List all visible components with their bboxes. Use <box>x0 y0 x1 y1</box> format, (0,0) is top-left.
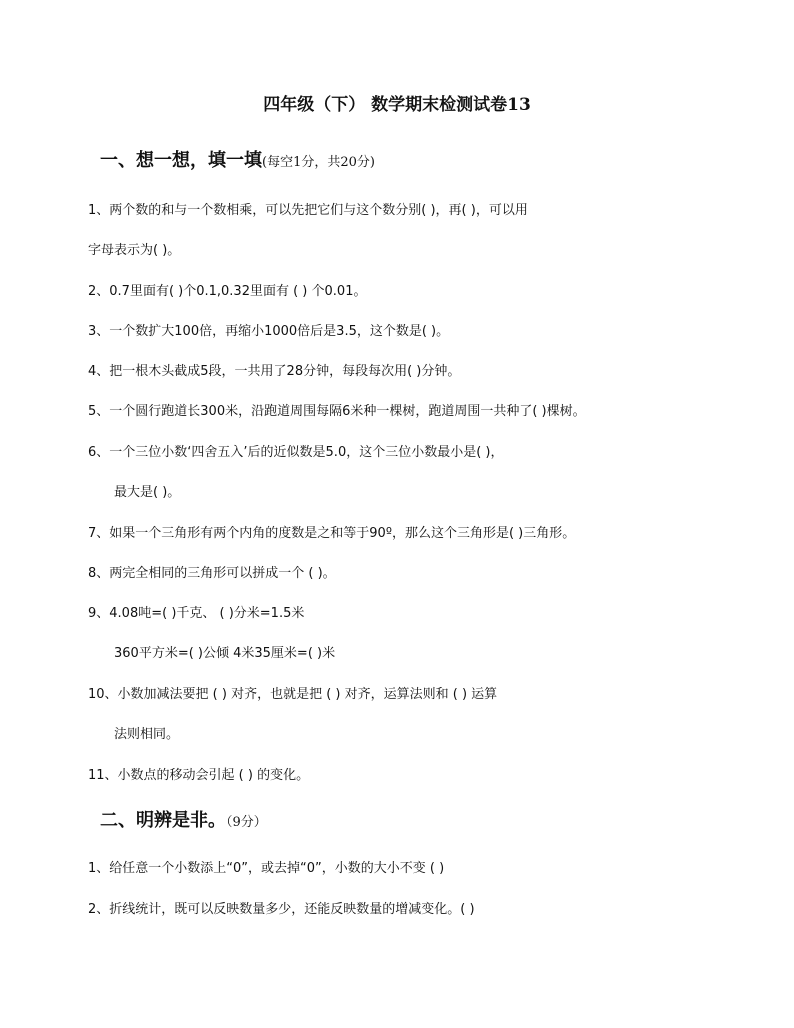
question-8: 8、两完全相同的三角形可以拼成一个 ( )。 <box>88 566 336 581</box>
question-3: 3、一个数扩大100倍，再缩小1000倍后是3.5，这个数是( )。 <box>88 324 450 339</box>
section-1-note: (每空1分，共20分) <box>262 155 375 170</box>
question-4: 4、把一根木头截成5段，一共用了28分钟，每段每次用( )分钟。 <box>88 364 461 379</box>
section-2-note: （9分） <box>226 815 267 830</box>
question-1: 1、两个数的和与一个数相乘，可以先把它们与这个数分别( )，再( )，可以用 <box>88 203 528 218</box>
section-1-title: 一、想一想，填一填 <box>100 150 262 171</box>
question-9-cont: 360平方米=( )公倾 4米35厘米=( )米 <box>114 646 336 661</box>
judgment-1: 1、给任意一个小数添上“0”，或去掉“0”，小数的大小不变 ( ) <box>88 861 445 876</box>
question-7: 7、如果一个三角形有两个内角的度数是之和等于90º，那么这个三角形是( )三角形。 <box>88 526 576 541</box>
question-5: 5、一个圆行跑道长300米，沿跑道周围每隔6米种一棵树，跑道周围一共种了( )棵树。 <box>88 404 586 419</box>
question-10-cont: 法则相同。 <box>114 727 180 742</box>
question-6-cont: 最大是( )。 <box>114 485 181 500</box>
question-6: 6、一个三位小数‘四舍五入’后的近似数是5.0，这个三位小数最小是( )， <box>88 445 504 460</box>
section-1-heading <box>100 146 375 172</box>
judgment-2: 2、折线统计，既可以反映数量多少，还能反映数量的增减变化。( ) <box>88 902 475 917</box>
question-11: 11、小数点的移动会引起 ( ) 的变化。 <box>88 768 310 783</box>
section-2-heading <box>100 806 267 832</box>
question-1-cont: 字母表示为( )。 <box>88 243 181 258</box>
section-2-title: 二、明辨是非。 <box>100 810 226 831</box>
exam-title: 四年级（下） 数学期末检测试卷13 <box>263 95 531 115</box>
question-2: 2、0.7里面有( )个0.1,0.32里面有 ( ) 个0.01。 <box>88 284 367 299</box>
question-10: 10、小数加减法要把 ( ) 对齐，也就是把 ( ) 对齐，运算法则和 ( ) 运算 <box>88 687 498 702</box>
question-9: 9、4.08吨=( )千克、 ( )分米=1.5米 <box>88 606 305 621</box>
